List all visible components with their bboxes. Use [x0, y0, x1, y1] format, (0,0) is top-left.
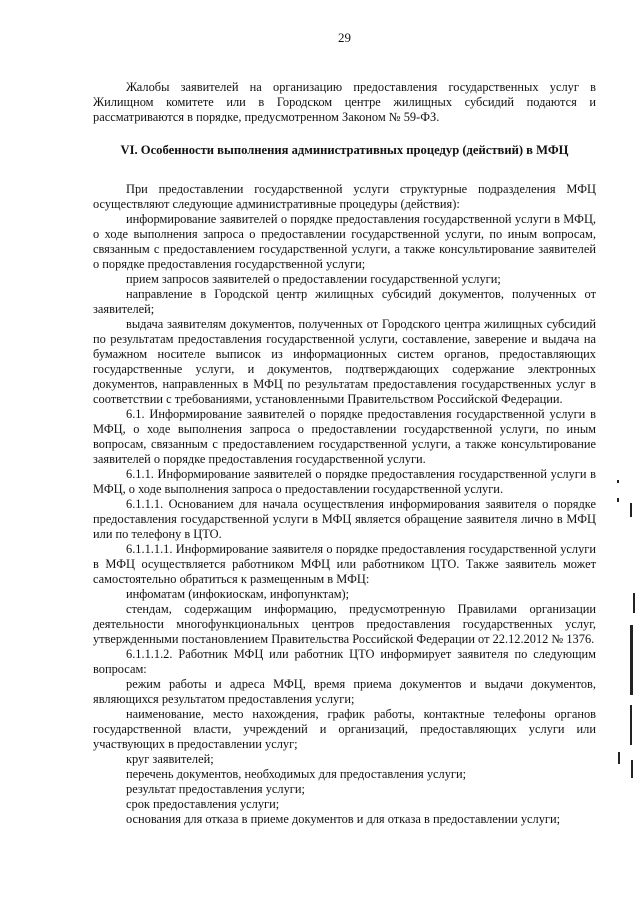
scan-artifact: [633, 593, 635, 613]
intro-paragraph: Жалобы заявителей на организацию предоставления государственных услуг в Жилищном комитете или в Городском центре жилищных субсидий подаются и рассматриваются в порядке, предусмотренном Законом № 59-ФЗ.: [93, 80, 596, 124]
paragraph: срок предоставления услуги;: [126, 797, 280, 811]
paragraph: информирование заявителей о порядке предоставления государственной услуги в МФЦ, о ходе выполнения запроса о предоставлении государственной услуги, по иным вопросам, связанным с предоставлением государственной услуги, а также консультирование заявителей о порядке предоставления государственной услуги;: [93, 212, 596, 271]
paragraph: 6.1.1.1. Основанием для начала осуществления информирования заявителя о порядке предоставления государственной услуги в МФЦ является обращение заявителя лично в МФЦ или по телефону в ЦТО.: [93, 497, 596, 541]
paragraph: 6.1.1.1.1. Информирование заявителя о порядке предоставления государственной услуги в МФЦ осуществляется работником МФЦ или работником ЦТО. Также заявитель может самостоятельно обратиться к размещенным в МФЦ:: [93, 542, 596, 586]
document-body: [93, 80, 596, 827]
paragraph: 6.1. Информирование заявителей о порядке предоставления государственной услуги в МФЦ, о ходе выполнения запроса о предоставлении государственной услуги, по иным вопросам, связанным с предоставлением государственной услуги, а также консультирование заявителей о порядке предоставления государственной услуги.: [93, 407, 596, 466]
scan-artifact: [617, 480, 619, 483]
scan-artifact: [630, 625, 633, 695]
paragraph: круг заявителей;: [126, 752, 214, 766]
paragraph: 6.1.1. Информирование заявителей о порядке предоставления государственной услуги в МФЦ, о ходе выполнения запроса о предоставлении государственной услуги.: [93, 467, 596, 496]
scan-artifact: [618, 752, 620, 764]
paragraph: направление в Городской центр жилищных субсидий документов, полученных от заявителей;: [93, 287, 596, 316]
paragraph: 6.1.1.1.2. Работник МФЦ или работник ЦТО информирует заявителя по следующим вопросам:: [93, 647, 596, 676]
paragraph: При предоставлении государственной услуги структурные подразделения МФЦ осуществляют следующие административные процедуры (действия):: [93, 182, 596, 211]
page-number: 29: [338, 30, 351, 45]
paragraph: перечень документов, необходимых для предоставления услуги;: [126, 767, 467, 781]
paragraph: стендам, содержащим информацию, предусмотренную Правилами организации деятельности многофункциональных центров предоставления государственных услуг, утвержденными постановлением Правительства Российской Федерации от 22.12.2012 № 1376.: [93, 602, 596, 646]
paragraph: наименование, место нахождения, график работы, контактные телефоны органов государственной власти, учреждений и организаций, предоставляющих услуги или участвующих в предоставлении услуг;: [93, 707, 596, 751]
scan-artifact: [617, 498, 619, 502]
paragraph: выдача заявителям документов, полученных от Городского центра жилищных субсидий по результатам предоставления государственной услуги, составление, заверение и выдача на бумажном носителе выписок из информационных систем органов, предоставляющих государственные услуги, и документов, подтверждающих содержание электронных документов, направленных в МФЦ по результатам предоставления государственных услуг в соответствии с требованиями, установленными Правительством Российской Федерации.: [93, 317, 596, 406]
paragraph: режим работы и адреса МФЦ, время приема документов и выдачи документов, являющихся результатом предоставления услуги;: [93, 677, 596, 706]
paragraph: прием запросов заявителей о предоставлении государственной услуги;: [126, 272, 501, 286]
paragraph: инфоматам (инфокиоскам, инфопунктам);: [126, 587, 350, 601]
section-heading: VI. Особенности выполнения административных процедур (действий) в МФЦ: [120, 143, 569, 157]
paragraph: основания для отказа в приеме документов и для отказа в предоставлении услуги;: [126, 812, 561, 826]
scan-artifact: [630, 705, 632, 745]
scan-artifact: [630, 503, 632, 517]
scan-artifact: [631, 760, 633, 778]
paragraph: результат предоставления услуги;: [126, 782, 305, 796]
